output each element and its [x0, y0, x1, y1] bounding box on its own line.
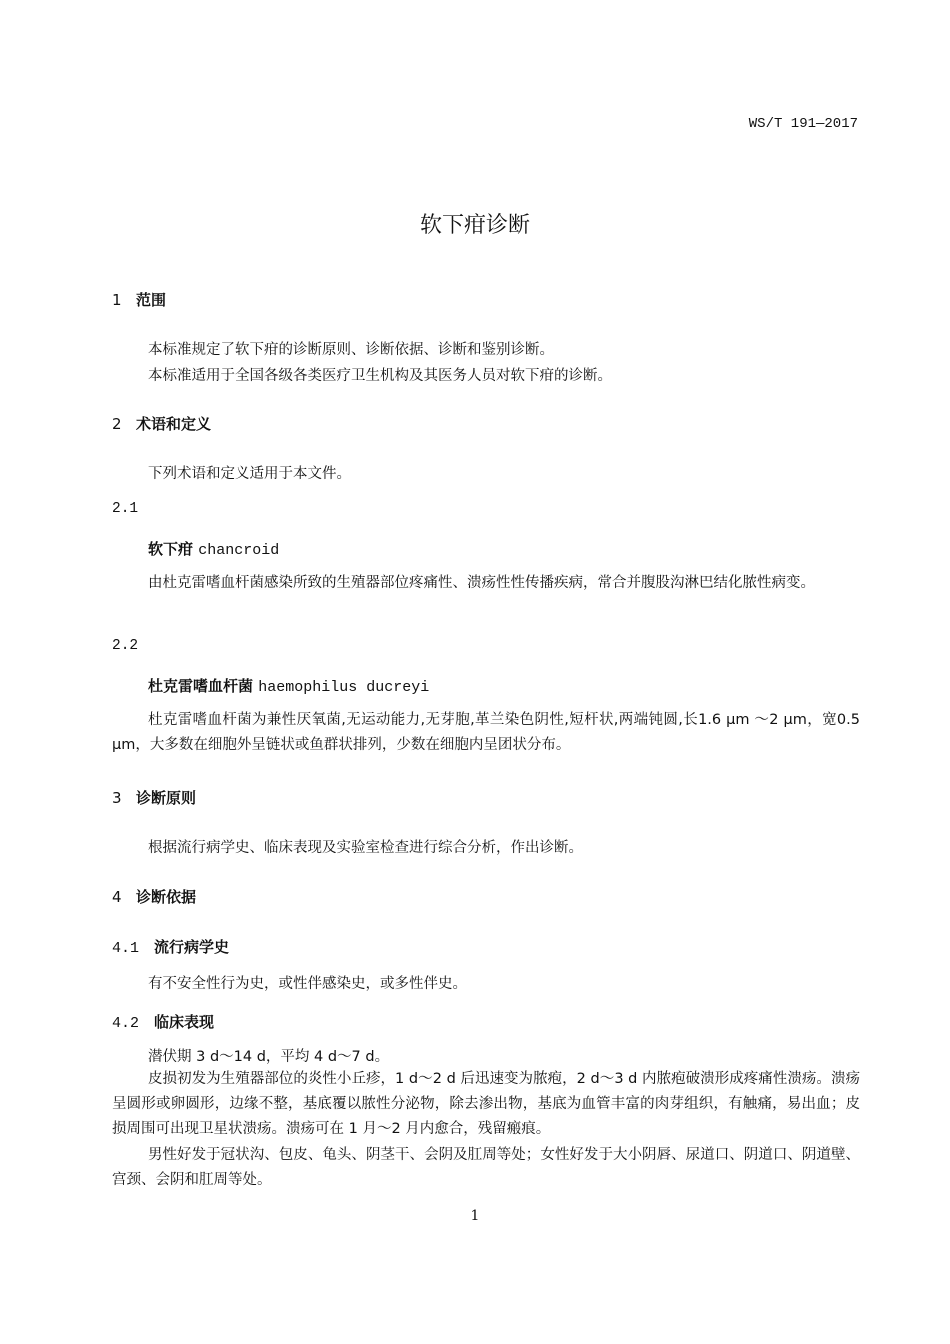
- section-4-2-heading: [112, 1011, 214, 1032]
- section-4-heading: [112, 886, 196, 907]
- term-cn: 杜克雷嗜血杆菌: [148, 677, 254, 695]
- page-number: 1: [470, 1208, 480, 1224]
- term-en: chancroid: [198, 542, 280, 559]
- section-1-paragraph-1: 本标准规定了软下疳的诊断原则、诊断依据、诊断和鉴别诊断。: [148, 342, 554, 358]
- document-number: WS/T 191—2017: [748, 116, 858, 132]
- term-2-1: [148, 538, 279, 559]
- term-en: haemophilus ducreyi: [258, 679, 430, 696]
- section-3-paragraph: 根据流行病学史、临床表现及实验室检查进行综合分析，作出诊断。: [148, 840, 583, 856]
- section-2-intro: 下列术语和定义适用于本文件。: [148, 466, 351, 482]
- section-title: 临床表现: [154, 1013, 215, 1031]
- section-3-heading: [112, 787, 196, 808]
- page-title: 软下疳诊断: [419, 213, 530, 238]
- section-number: 2: [112, 415, 122, 433]
- section-number: 4.1: [112, 940, 140, 957]
- section-title: 术语和定义: [136, 415, 212, 433]
- section-title: 范围: [136, 291, 167, 309]
- section-4-2-paragraph-3: 男性好发于冠状沟、包皮、龟头、阴茎干、会阴及肛周等处；女性好发于大小阴唇、尿道口、阴道口、阴道壁、宫颈、会阴和肛周等处。: [112, 1147, 860, 1188]
- section-number: 1: [112, 291, 122, 309]
- section-number: 3: [112, 789, 122, 807]
- section-number: 4.2: [112, 1015, 140, 1032]
- section-title: 流行病学史: [154, 938, 230, 956]
- section-1-paragraph-2: 本标准适用于全国各级各类医疗卫生机构及其医务人员对软下疳的诊断。: [148, 368, 612, 384]
- term-2-1-definition: 由杜克雷嗜血杆菌感染所致的生殖器部位疼痛性、溃疡性性传播疾病，常合并腹股沟淋巴结化脓性病变。: [148, 575, 815, 591]
- section-number: 4: [112, 888, 122, 906]
- section-title: 诊断原则: [136, 789, 197, 807]
- section-4-2-paragraph-2: 皮损初发为生殖器部位的炎性小丘疹，1 d～2 d 后迅速变为脓疱，2 d～3 d 内脓疱破溃形成疼痛性溃疡。溃疡呈圆形或卵圆形，边缘不整，基底覆以脓性分泌物，除去渗出物，基底为血管丰富的肉芽组织，有触痛，易出血；皮损周围可出现卫星状溃疡。溃疡可在 1 月～2 月内愈合，残留瘢痕。: [112, 1071, 860, 1137]
- section-4-1-heading: [112, 936, 229, 957]
- section-1-heading: [112, 289, 166, 310]
- section-title: 诊断依据: [136, 888, 197, 906]
- term-2-1-number: 2.1: [112, 501, 139, 517]
- term-2-2-definition: 杜克雷嗜血杆菌为兼性厌氧菌,无运动能力,无芽胞,革兰染色阴性,短杆状,两端钝圆,长1.6 μm ～2 μm，宽0.5 μm，大多数在细胞外呈链状或鱼群状排列，少数在细胞内呈团状分布。: [112, 712, 860, 753]
- term-2-2-number: 2.2: [112, 638, 139, 654]
- term-cn: 软下疳: [148, 540, 194, 558]
- section-4-1-paragraph: 有不安全性行为史，或性伴感染史，或多性伴史。: [148, 976, 467, 992]
- term-2-2: [148, 675, 429, 696]
- section-4-2-paragraph-1: 潜伏期 3 d～14 d，平均 4 d～7 d。: [148, 1049, 390, 1065]
- section-2-heading: [112, 413, 211, 434]
